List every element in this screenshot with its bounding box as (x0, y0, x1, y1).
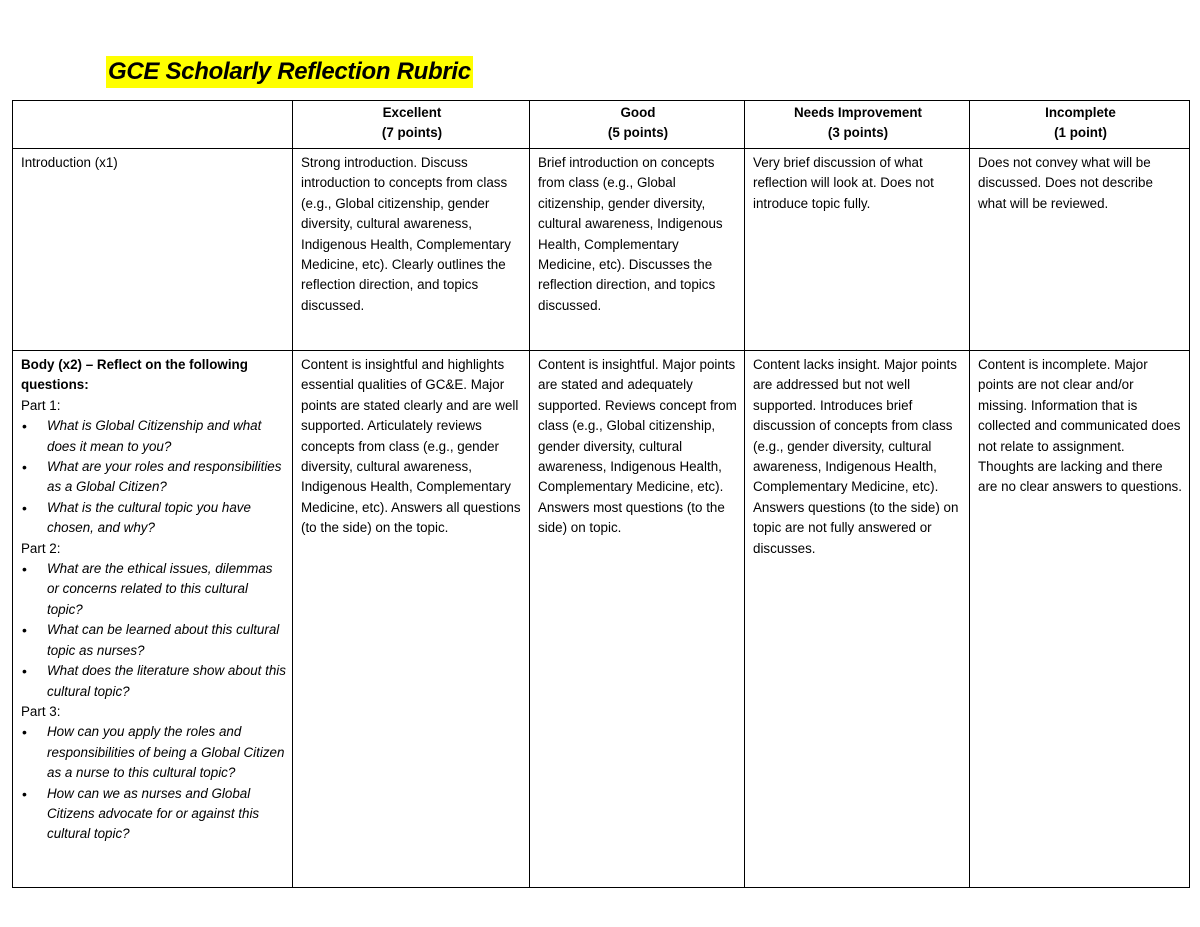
body-criteria-cell (13, 351, 293, 888)
introduction-label: Introduction (x1) (13, 149, 293, 351)
introduction-row (13, 149, 1190, 351)
body-incomplete: Content is incomplete. Major points are not clear and/or missing. Information that is collected and communicated does not relate to assignment. Thoughts are lacking and there are no clear answers to questions. (970, 351, 1190, 888)
header-row (13, 101, 1190, 149)
header-incomplete (970, 101, 1190, 149)
header-incomplete-label: Incomplete (1045, 105, 1116, 120)
rubric-table (12, 100, 1190, 888)
part-1-questions (21, 416, 286, 538)
body-row (13, 351, 1190, 888)
body-label: Body (x2) – Reflect on the following questions: (21, 357, 248, 393)
header-needs-improvement-label: Needs Improvement (794, 105, 922, 120)
introduction-incomplete: Does not convey what will be discussed. Does not describe what will be reviewed. (970, 149, 1190, 351)
question-item: • How can you apply the roles and responsibilities of being a Global Citizen as a nurse to this cultural topic? (47, 722, 286, 783)
header-excellent (293, 101, 530, 149)
introduction-excellent: Strong introduction. Discuss introduction to concepts from class (e.g., Global citizenship, gender diversity, cultural awareness, Indigenous Health, Complementary Medicine, etc). Clearly outlines the reflection direction, and topics discussed. (293, 149, 530, 351)
header-blank-cell (13, 101, 293, 149)
question-item: • What are the ethical issues, dilemmas or concerns related to this cultural topic? (47, 559, 286, 620)
document-title: GCE Scholarly Reflection Rubric (106, 56, 473, 88)
body-needs-improvement: Content lacks insight. Major points are addressed but not well supported. Introduces brief discussion of concepts from class (e.g., gender diversity, cultural awareness, Indigenous Health, Complementary Medicine, etc). Answers questions (to the side) on topic are not fully answered or discusses. (745, 351, 970, 888)
header-good-points: (5 points) (607, 125, 669, 141)
question-item: • What does the literature show about this cultural topic? (47, 661, 286, 702)
part-2-questions (21, 559, 286, 702)
part-3-label: Part 3: (21, 703, 61, 719)
part-3-questions (21, 722, 286, 844)
header-good (530, 101, 745, 149)
body-excellent: Content is insightful and highlights essential qualities of GC&E. Major points are stated clearly and are well supported. Articulately reviews concepts from class (e.g., gender diversity, cultural awareness, Indigenous Health, Complementary Medicine, etc). Answers all questions (to the side) on the topic. (293, 351, 530, 888)
introduction-good: Brief introduction on concepts from class (e.g., Global citizenship, gender diversity, cultural awareness, Indigenous Health, Complementary Medicine, etc). Discusses the reflection direction, and topics discussed. (530, 149, 745, 351)
header-good-label: Good (620, 105, 656, 120)
header-needs-improvement (745, 101, 970, 149)
question-item: • What can be learned about this cultural topic as nurses? (47, 620, 286, 661)
question-item: • What is the cultural topic you have chosen, and why? (47, 498, 286, 539)
body-good: Content is insightful. Major points are stated and adequately supported. Reviews concept from class (e.g., Global citizenship, gender diversity, cultural awareness, Indigenous Health, Complementary Medicine, etc). Answers most questions (to the side) on topic. (530, 351, 745, 888)
question-item: • How can we as nurses and Global Citizens advocate for or against this cultural topic? (47, 784, 286, 845)
question-item: • What are your roles and responsibilities as a Global Citizen? (47, 457, 286, 498)
header-incomplete-points: (1 point) (1054, 125, 1107, 141)
part-1-label: Part 1: (21, 397, 61, 413)
part-2-label: Part 2: (21, 540, 61, 556)
header-needs-improvement-points: (3 points) (827, 125, 889, 141)
introduction-needs-improvement: Very brief discussion of what reflection will look at. Does not introduce topic fully. (745, 149, 970, 351)
header-excellent-label: Excellent (382, 105, 442, 120)
header-excellent-points: (7 points) (381, 125, 443, 141)
question-item: • What is Global Citizenship and what does it mean to you? (47, 416, 286, 457)
